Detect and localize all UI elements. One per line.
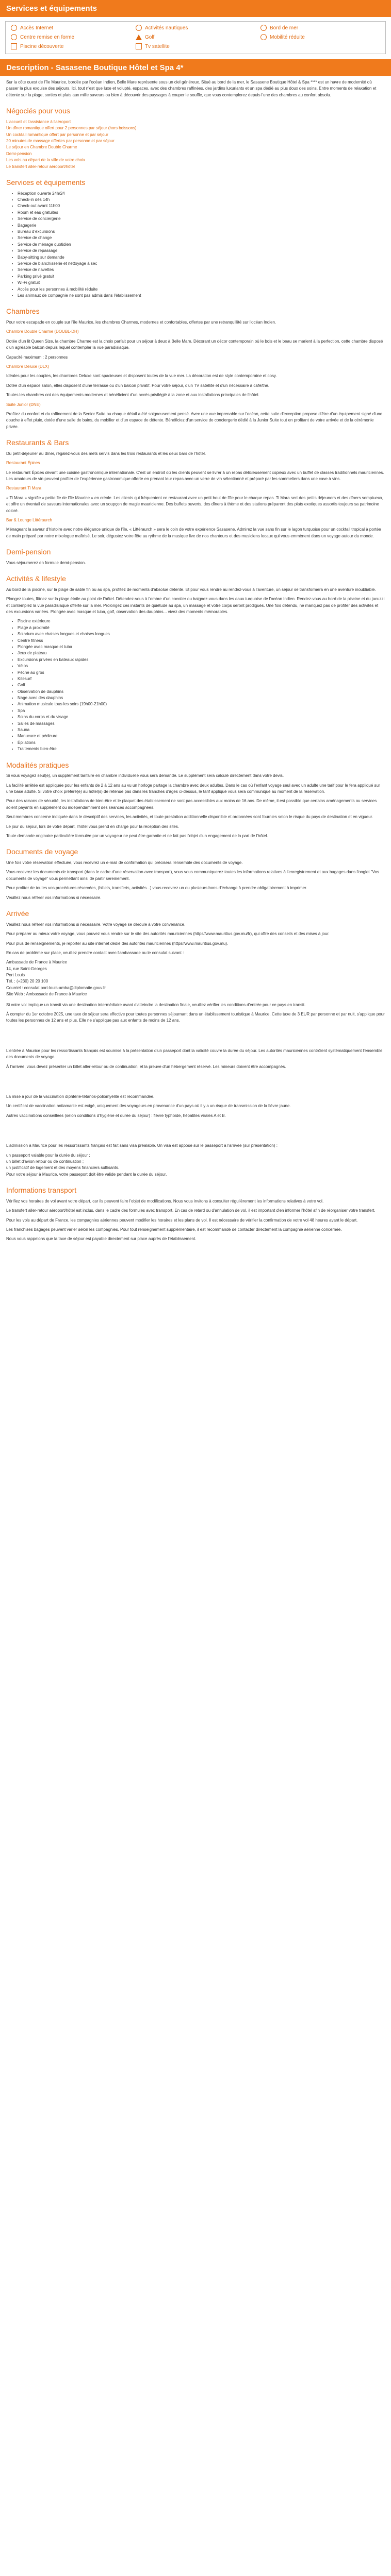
room-title-double-charme: Chambre Double Charme (DOUBL-DH): [6, 329, 79, 334]
infos-text-2: Le transfert aller-retour aéroport/hôtel est inclus, dans le cadre des formules avec transport. En cas de retard ou d'annulation de vol, il est important d'en informer l'hôtel afin de réorganiser votre transfert.: [6, 1208, 376, 1213]
restaurant-title-epices: Restaurant Épices: [6, 461, 40, 466]
text-line: Site Web : Ambassade de France à Maurice: [6, 992, 87, 997]
arrivee-text-9: La mise à jour de la vaccination diphtérie-tétanos-poliomyélite est recommandée.: [6, 1094, 155, 1099]
arrivee-text-6: À compter du 1er octobre 2025, une taxe de séjour sera effective pour toutes personnes séjournant dans un établissement touristique à Maurice. Cette taxe de 3 EUR par personne et par nuit, s'applique pour toutes les personnes de 12 ans et plus. Elle ne s'applique pas aux enfants de moins de 12 ans.: [6, 1012, 385, 1023]
list-item: • Check-in dès 14h: [18, 197, 385, 203]
list-item: • Service de ménage quotidien: [18, 242, 385, 248]
list-item: • Room et eau gratuites: [18, 210, 385, 216]
list-item: • Service de navettes: [18, 267, 385, 273]
arrivee-text-1: Veuillez nous référer vos informations si nécessaire. Votre voyage se déroule à votre convenance.: [6, 922, 186, 927]
modalites-text-2: La facilité arrêtée est appliquée pour les enfants de 2 à 12 ans au vu un horloge partage la chambre avec deux adultes. Dans le cas où l'enfant voyage seul avec un adulte une tarif pour le fera appliqué sur une base adulte. Si votre choix préféré(e) au hôtel(s) de retenue pas dans les tranches d'âges ci-dessus, le tarif appliqué vous sera communiqué au moment de la réservation.: [6, 783, 380, 794]
list-item: • Service de repassage: [18, 248, 385, 254]
text-line: L'accueil et l'assistance à l'aéroport: [6, 119, 71, 124]
modalites-text-4: Seul membres concerne indiquée dans le descriptif des services, les activités, et toute prestation additionnelle disponible et ordonnées sont fournies selon le risque du pays de destination et en vigueur.: [6, 815, 373, 820]
list-item: • Baby-sitting sur demande: [18, 255, 385, 261]
arrivee-text-7: L'entrée à Maurice pour les ressortissants français est soumise à la présentation d'un passeport dont la validité couvre la durée du séjour. Les autorités mauriciennes contrôlent systématiquement l'ensemble des documents de voyage.: [6, 1048, 383, 1060]
arrivee-text-8: À l'arrivée, vous devez présenter un billet aller-retour ou de continuation, et la preuve d'un hébergement réservé. Les mineurs doivent être accompagnés.: [6, 1064, 286, 1069]
section-title-chambres: Chambres: [6, 307, 40, 316]
room-equipment: Toutes les chambres ont des équipements modernes et bénéficient d'un accès privilégié à la zone et aux installations principales de l'hôtel.: [6, 393, 259, 398]
list-item: • Épilations: [18, 740, 385, 746]
list-item: • Solarium avec chaises longues et chaises longues: [18, 631, 385, 637]
list-item: • Service de conciergerie: [18, 216, 385, 222]
section-title-restaurants: Restaurants & Bars: [6, 438, 69, 447]
section-title-arrivee: Arrivée: [6, 909, 29, 918]
amenity-label: Tv satellite: [145, 43, 170, 49]
amenity-item: [11, 25, 131, 31]
room-text-deluxe: Idéales pour les couples, les chambres Deluxe sont spacieuses et disposent toutes de la vue mer. La décoration est de style contemporaine et cosy.: [6, 374, 277, 379]
list-item: • Salles de massages: [18, 721, 385, 727]
text-line: Demi-pension: [6, 151, 32, 156]
list-item: • Centre fitness: [18, 638, 385, 644]
amenity-label: Activités nautiques: [145, 25, 188, 31]
pool-icon: [11, 43, 17, 49]
list-item: • Animation musicale tous les soirs (19h00-21h00): [18, 701, 385, 707]
modalites-text-1: Si vous voyagez seul(e), un supplément tarifaire en chambre individuelle vous sera demandé. Le supplément sera calculé directement dans votre devis.: [6, 773, 284, 778]
list-item: • Soins du corps et du visage: [18, 714, 385, 720]
amenity-item: [260, 34, 380, 40]
room-text-suite: Profitez du confort et du raffinement de la Senior Suite ou chaque détail a été soigneusement pensé. Avec une vue imprenable sur l'océan, cette suite d'exception propose d'être d'un équipement signé d'une douche à effet pluie, dotée d'une salle de bains, du mobilier et d'un espace de détente. Bénéficiez d'un service de conciergerie dédié à la Junior Suite tout en profitant de votre arrivée et de la cérémonie privée.: [6, 411, 383, 429]
room-capacity: Capacité maximum : 2 personnes: [6, 354, 68, 360]
section-title-negocies: Négociés pour vous: [6, 107, 70, 115]
golf-icon: [136, 35, 142, 40]
amenity-label: Bord de mer: [270, 25, 299, 31]
text-line: un justificatif de logement et des moyens financiers suffisants.: [6, 1165, 120, 1171]
activites-text: Plongez toutes, flânez sur la plage étoile au point de l'hôtel. Détendez-vous à l'ombre d'un cocotier ou baignez-vous dans les eaux turquoise de l'océan Indien. Rendez-vous au bord de la piscine et du jacuzzi et contemplez la vue paradisiaque offerte sur la mer. Prolongez ces instants de quiétude au spa, un massage et votre corps seront prodigués. Une fois détendu, ne manquez pas de profiter des activités et des excursions variées. Plongée avec masque et tuba, golf, observation des dauphins... vivez des moments mémorables.: [6, 597, 385, 614]
list-item: • Les animaux de compagnie ne sont pas admis dans l'établissement: [18, 293, 385, 299]
room-text-double-charme: Dotée d'un lit Queen Size, la chambre Charme est la choix parfait pour un séjour à deux à Belle Mare. Décorant un décor contemporain où le bois et le beau se marient à la perfection, cette chambre disposé d'un agréable balcon depuis lequel contempler la vue paradisiaque.: [6, 338, 383, 350]
arrivee-list: [6, 1153, 385, 1172]
documents-text-4: Veuillez nous référer vos informations si nécessaire.: [6, 895, 102, 900]
list-item: • Réception ouverte 24h/24: [18, 191, 385, 197]
section-title-demi-pension: Demi-pension: [6, 548, 51, 556]
section-title-services: Services et équipements: [6, 178, 86, 187]
ambassade-block: [6, 959, 385, 997]
list-item: • Service de change: [18, 235, 385, 241]
amenity-label: Golf: [145, 34, 155, 40]
activites-list: [6, 618, 385, 752]
list-item: • Service de blanchisserie et nettoyage à sec: [18, 261, 385, 267]
infos-text-3: Pour les vols au départ de France, les compagnies aériennes peuvent modifier les horaires et les plans de vol. Il est nécessaire de vérifier la confirmation de votre vol 48 heures avant le départ.: [6, 1217, 358, 1223]
section-title-modalites: Modalités pratiques: [6, 760, 69, 769]
list-item: • Nage avec des dauphins: [18, 695, 385, 701]
description-content: [0, 76, 391, 1256]
text-line: Tél. : (+230) 20 20 100: [6, 979, 48, 984]
list-item: • Excursions privées en bateaux rapides: [18, 657, 385, 663]
list-item: • Kitesurf: [18, 676, 385, 682]
text-line: Un dîner romantique offert pour 2 personnes par séjour (hors boissons): [6, 126, 137, 131]
list-item: • Plongée avec masque et tuba: [18, 644, 385, 650]
list-item: • Sauna: [18, 727, 385, 733]
bar-title: Bar & Lounge Littéraurch: [6, 517, 52, 522]
text-line: Les vols au départ de la ville de votre choix: [6, 158, 85, 163]
amenity-item: [11, 34, 131, 40]
spa-icon: [11, 34, 17, 40]
amenity-label: Centre remise en forme: [20, 34, 75, 40]
text-line: 20 minutes de massage offertes par personne et par séjour: [6, 139, 115, 144]
activites-intro: Au bord de la piscine, sur la plage de sable fin ou au spa, profitez de moments d'absolue détente. Et pour vous rendre au rendez-vous à l'aventure, un séjour se transformera en une aventure inoubliable.: [6, 587, 376, 592]
arrivee-text-11: Autres vaccinations conseillées (selon conditions d'hygiène et durée du séjour) : fièvre typhoïde, hépatites virales A et B.: [6, 1113, 226, 1118]
list-item: • Bureau d'excursions: [18, 229, 385, 235]
arrivee-text-12: L'admission à Maurice pour les ressortissants français est fait sans visa préalable. Un visa est apposé sur le passeport à l'arrivée (sur présentation) :: [6, 1143, 278, 1148]
list-item: • Vélos: [18, 663, 385, 669]
negocies-list: [6, 119, 385, 170]
section-title-documents: Documents de voyage: [6, 848, 78, 856]
list-item: • Parking privé gratuit: [18, 274, 385, 280]
list-item: • Wi-Fi gratuit: [18, 280, 385, 286]
list-item: • Check-out avant 11h00: [18, 203, 385, 209]
text-line: Port Louis: [6, 973, 25, 978]
text-line: Ambassade de France à Maurice: [6, 960, 67, 965]
arrivee-text-10: Un certificat de vaccination antiamarile est exigé, uniquement des voyageurs en provenance d'un pays où il y a un risque de transmission de la fièvre jaune.: [6, 1104, 291, 1109]
room-title-deluxe: Chambre Deluxe (DLX): [6, 364, 50, 369]
child-icon: [136, 25, 142, 31]
amenities-grid: [11, 25, 380, 49]
amenity-item: [136, 25, 255, 31]
amenity-label: Accès Internet: [20, 25, 53, 31]
section-title-infos-transport: Informations transport: [6, 1186, 77, 1195]
text-line: un passeport valable pour la durée du séjour ;: [6, 1153, 90, 1158]
wifi-icon: [11, 25, 17, 31]
list-item: • Spa: [18, 708, 385, 714]
infos-text-4: Les franchises bagages peuvent varier selon les compagnies. Pour tout renseignement supplémentaire, il est recommandé de contacter directement la compagnie aérienne concernée.: [6, 1227, 342, 1232]
arrivee-text-4: En cas de problème sur place, veuillez prendre contact avec l'ambassade ou le consulat suivant :: [6, 950, 184, 955]
infos-text-1: Vérifiez vos horaires de vol avant votre départ, car ils peuvent faire l'objet de modifications. Nous vous invitons à consulter régulièrement les informations relatives à votre vol.: [6, 1198, 324, 1204]
bar-text: Ménageant la saveur d'histoire avec notre élégance unique de l'île, « Littéraurch » sera le coin de votre expérience Sasasene. Admirez la vue sans fin sur le lagon turquoise pour un cocktail tropical à portée de main préparé par notre mixologue maîtrisé. Le soir, dégustez votre fête au rythme de la musique live de nos chanteurs et des musiciens locaux qui vous emmènent dans un voyage autour du monde.: [6, 527, 381, 538]
amenity-label: Mobilité réduite: [270, 34, 305, 40]
list-item: • Jeux de plateau: [18, 650, 385, 656]
restaurant-text-timara: « Ti Mara » signifie « petite île de l'île Maurice » en créole. Les clients qui fréquentent ce restaurant avec un petit bout de l'île pour le chaque repas. Ti Mara sert des petits déjeuners et des dîners somptueux, et offre un éventail de saveurs internationales avec un soupçon de magie mauricienne. Des buffets ouverts, des dîners à thème et des stations préparent des plats exotiques assortis toujours sa patrimoine coloré.: [6, 495, 384, 513]
restaurant-text-epices: Le restaurant Épices devant une cuisine gastronomique internationale. C'est un endroit où les clients peuvent se livrer à un repas délicieusement copieux avec un buffet de classes traditionnels mauriciennes. Les amateurs de vin peuvent profiter de l'expérience gastronomique offerte en prenant leur repas avec un verre de vin sélectionné et préparé par les sommeliers dans une cave à vins.: [6, 470, 384, 481]
chambres-intro: Pour votre escapade en couple sur l'île Maurice, les chambres Charmes, modernes et confortables, offertes par une retranquillité sur l'océan Indien.: [6, 320, 276, 325]
list-item: • Pêche au gros: [18, 670, 385, 676]
restaurants-intro: Du petit-déjeuner au dîner, régalez-vous des mets servis dans les trois restaurants et les deux bars de l'hôtel.: [6, 451, 206, 456]
arrivee-text-13: Pour votre séjour à Maurice, votre passeport doit être valide pendant la durée du séjour.: [6, 1172, 167, 1177]
amenities-box: [5, 21, 386, 54]
arrivee-text-3: Pour plus de renseignements, je reporter au site internet dédié des autorités mauriciennes (https//www.mauritius.gov.mu).: [6, 941, 229, 946]
services-banner: Services et équipements: [0, 0, 391, 17]
room-text-deluxe-2: Dotée d'un espace salon, elles disposent d'une terrasse ou d'un balcon privatif. Pour votre séjour, d'un TV satellite et d'un nécessaire à café/thé.: [6, 383, 270, 388]
modalites-text-6: Toute demande originaire particulière formulée par un voyageur ne peut être garantie et ne fait pas l'objet d'un engagement de la part de l'hôtel.: [6, 834, 268, 839]
amenity-item: [136, 34, 255, 40]
list-item: • Accès pour les personnes à mobilité réduite: [18, 286, 385, 293]
amenity-item: [11, 43, 131, 49]
list-item: • Traitements bien-être: [18, 746, 385, 752]
text-line: un billet d'avion retour ou de continuation ;: [6, 1159, 84, 1164]
restaurant-title-timara: Restaurant Ti Mara: [6, 486, 42, 491]
list-item: • Piscine extérieure: [18, 618, 385, 624]
amenity-label: Piscine découverte: [20, 43, 64, 49]
demi-pension-text: Vous séjournerez en formule demi-pension.: [6, 560, 86, 565]
amenity-item: [260, 25, 380, 31]
arrivee-text-5: Si votre vol implique un transit via une destination intermédiaire avant d'atteindre la destination finale, veuillez vérifier les conditions d'entrée pour ce pays en transit.: [6, 1002, 306, 1007]
text-line: Le séjour en Chambre Double Charme: [6, 145, 77, 150]
section-title-activites: Activités & lifestyle: [6, 574, 66, 583]
list-item: • Plage à proximité: [18, 625, 385, 631]
list-item: • Golf: [18, 682, 385, 688]
text-line: 14, rue Saint-Georges: [6, 966, 47, 971]
infos-text-5: Nous vous rappelons que la taxe de séjour est payable directement sur place auprès de l'établissement.: [6, 1236, 197, 1242]
list-item: • Manucure et pédicure: [18, 733, 385, 739]
list-item: • Bagagerie: [18, 223, 385, 229]
amenity-item: [136, 43, 255, 49]
text-line: Le transfert aller-retour aéroport/hôtel: [6, 164, 75, 169]
text-line: Un cocktail romantique offert par personne et par séjour: [6, 132, 108, 137]
room-title-suite: Suite Junior (DNE): [6, 402, 41, 407]
tv-icon: [136, 43, 142, 49]
documents-text-3: Pour profiter de toutes vos procédures réservées, (billets, transferts, activités...) vous recevrez un ou plusieurs bons d'échange à prendre obligatoirement à imprimer.: [6, 886, 307, 891]
modalites-text-5: Le jour du séjour, lors de votre départ, l'hôtel vous prend en charge pour la réception des sites.: [6, 824, 180, 829]
intro-text: Sur la côte ouest de l'île Maurice, bordée par l'océan Indien, Belle Mare représente sous un ciel généreux. Situé au bord de la mer, le Sasasene Boutique Hôtel & Spa **** est un havre de modernité où passer la plus exquise des séjours. Ici, tout n'est que luxe et volupté, espaces, avec des chambres raffinées, des jardins luxuriants et un spa dédié au plus doux des soins. Entre moments de relaxation et détente sur la plage, sorties et plats aux mille saveurs ou bien à découvrir des paysages à couper le souffle, que vous contemplerez depuis l'une des chambres au confort absolu.: [6, 80, 377, 97]
mobility-icon: [260, 34, 267, 40]
arrivee-text-2: Pour préparer au mieux votre voyage, vous pouvez vous rendre sur le site des autorités mauriciennes (https//www.mauritius.gov.mu/fr), qui offre des conseils et des mises à jour.: [6, 931, 330, 937]
description-banner: Description - Sasasene Boutique Hôtel et Spa 4*: [0, 59, 391, 76]
documents-text-2: Vous recevrez les documents de transport (dans le cadre d'une réservation avec transport), vous vous communiquerez toutes les informations relatives à l'enregistrement et aux bagages dans l'onglet "Vos documents de voyage" vous permettant ainsi de partir sereinement.: [6, 870, 379, 881]
documents-text-1: Une fois votre réservation effectuée, vous recevrez un e-mail de confirmation qui précisera l'ensemble des documents de voyage.: [6, 860, 243, 866]
text-line: Courriel : consulat.port-louis-amba@diplomatie.gouv.fr: [6, 985, 106, 990]
services-list: [6, 191, 385, 299]
restaurant-icon: [260, 25, 267, 31]
modalites-text-3: Pour des raisons de sécurité, les installations de bien-être et le plaquet des établissement ne sont pas accessibles aux moins de 16 ans. De même, il est possible que certains aménagements ou services soient payants en supplément ou indépendamment des séances accompagnées.: [6, 799, 377, 810]
list-item: • Observation de dauphins: [18, 689, 385, 695]
